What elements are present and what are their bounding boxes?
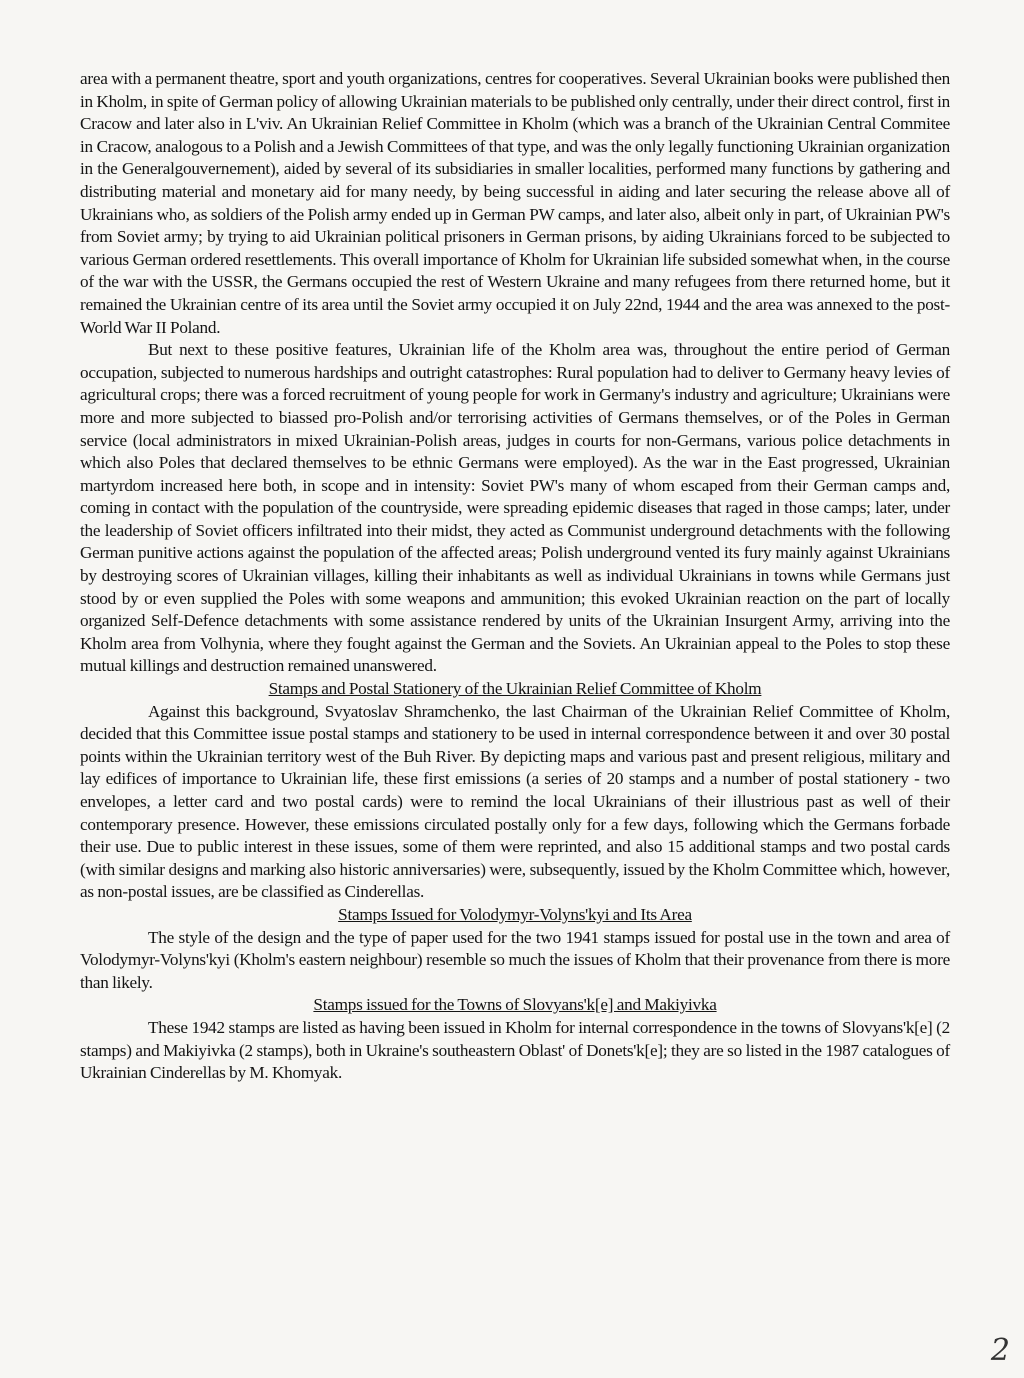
page-number: 2 xyxy=(990,1333,1010,1368)
paragraph-hardships: But next to these positive features, Ukrainian life of the Kholm area was, throughout the entire period of German occupation, subjected to numerous hardships and outright catastrophes: Rural population had to deliver to Germany heavy levies of agricultural crops; there was a forced recruitment of young people for work in Germany's industry and agriculture; Ukrainians were more and more subjected to biassed pro-Polish and/or terrorising activities of Germans themselves, or of the Poles in German service (local administrators in mixed Ukrainian-Polish areas, judges in courts for non-Germans, various police detachments in which also Poles that declared themselves to be ethnic Germans were employed). As the war in the East progressed, Ukrainian martyrdom increased here both, in scope and in intensity: Soviet PW's many of whom escaped from their German camps and, coming in contact with the population of the countryside, were spreading epidemic diseases that raged in those camps; later, under the leadership of Soviet officers infiltrated into their midst, they acted as Communist underground detachments with the following German punitive actions against the population of the affected areas; Polish underground vented its fury mainly against Ukrainians by destroying scores of Ukrainian villages, killing their inhabitants as well as individual Ukrainians in towns while Germans just stood by or even supplied the Poles with some weapons and ammunition; this evoked Ukrainian reaction on the part of locally organized Self-Defence detachments with some assistance rendered by units of the Ukrainian Insurgent Army, arriving into the Kholm area from Volhynia, where they fought against the German and the Soviets. An Ukrainian appeal to the Poles to stop these mutual killings and destruction remained unanswered. xyxy=(80,340,950,676)
section-heading-volodymyr-volynskyi: Stamps Issued for Volodymyr-Volyns'kyi and Its Area xyxy=(338,904,692,924)
paragraph-kholm-ukrainian-life: area with a permanent theatre, sport and youth organizations, centres for cooperatives. Several Ukrainian books were published then in Kholm, in spite of German policy of allowing Ukrainian materials to be published only centrally, under their direct control, first in Cracow and later also in L'viv. An Ukrainian Relief Committee in Kholm (which was a branch of the Ukrainian Central Commitee in Cracow, analogous to a Polish and a Jewish Committees of that type, and was the only legally functioning Ukrainian organization in the Generalgouvernement), aided by several of its subsidiaries in smaller localities, performed many functions by gathering and distributing material and monetary aid for many needy, by being successful in aiding and later securing the release above all of Ukrainians who, as soldiers of the Polish army ended up in German PW camps, and later also, albeit only in part, of Ukrainian PW's from Soviet army; by trying to aid Ukrainian political prisoners in German prisons, by aiding Ukrainians forced to be subjected to various German ordered resettlements. This overall importance of Kholm for Ukrainian life subsided somewhat when, in the course of the war with the USSR, the Germans occupied the rest of Western Ukraine and many refugees from there returned home, but it remained the Ukrainian centre of its area until the Soviet army occupied it on July 22nd, 1944 and the area was annexed to the post-World War II Poland. xyxy=(80,69,950,337)
paragraph-kholm-stamps: Against this background, Svyatoslav Shramchenko, the last Chairman of the Ukrainian Relief Committee of Kholm, decided that this Committee issue postal stamps and stationery to be used in internal correspondence between it and over 30 postal points within the Ukrainian territory west of the Buh River. By depicting maps and various past and present religious, military and lay edifices of importance to Ukrainian life, these first emissions (a series of 20 stamps and a number of postal stationery - two envelopes, a letter card and two postal cards) were to remind the local Ukrainians of their illustrious past as well of their contemporary presence. However, these emissions circulated postally only for a few days, following which the Germans forbade their use. Due to public interest in these issues, some of them were reprinted, and also 15 additional stamps and two postal cards (with similar designs and marking also historic anniversaries) were, subsequently, issued by the Kholm Committee which, however, as non-postal issues, are be classified as Cinderellas. xyxy=(80,701,950,902)
paragraph-slovyansk-makiyivka: These 1942 stamps are listed as having been issued in Kholm for internal correspondence in the towns of Slovyans'k[e] (2 stamps) and Makiyivka (2 stamps), both in Ukraine's southeastern Oblast' of Donets'k[e]; they are so listed in the 1987 catalogues of Ukrainian Cinderellas by M. Khomyak. xyxy=(80,1017,950,1083)
document-page xyxy=(80,68,950,1085)
section-heading-slovyansk-makiyivka: Stamps issued for the Towns of Slovyans'k[e] and Makiyivka xyxy=(313,995,717,1015)
paragraph-volodymyr-volynskyi: The style of the design and the type of paper used for the two 1941 stamps issued for postal use in the town and area of Volodymyr-Volyns'kyi (Kholm's eastern neighbour) resemble so much the issues of Kholm that their provenance from there is more than likely. xyxy=(80,927,950,992)
section-heading-kholm-stamps: Stamps and Postal Stationery of the Ukrainian Relief Committee of Kholm xyxy=(268,679,762,699)
